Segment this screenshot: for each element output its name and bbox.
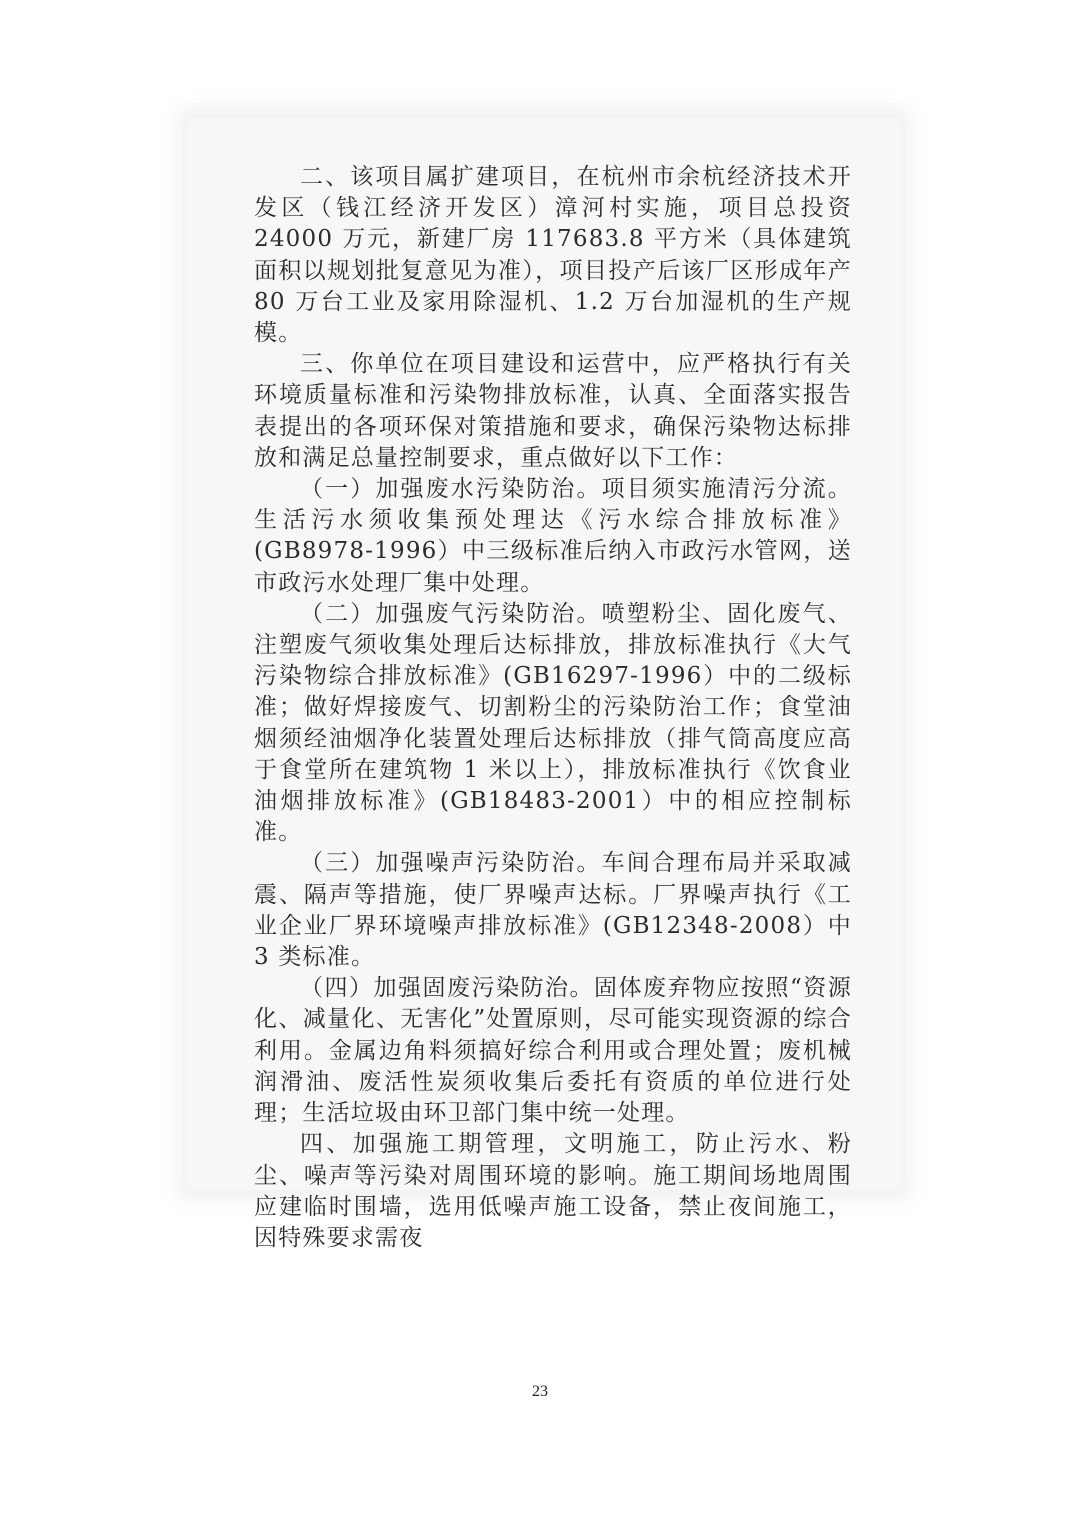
paragraph-noise: （三）加强噪声污染防治。车间合理布局并采取减震、隔声等措施，使厂界噪声达标。厂界噪声执行《工业企业厂界环境噪声排放标准》(GB12348-2008）中 3 类标准。	[254, 850, 852, 971]
paragraph-wastewater: （一）加强废水污染防治。项目须实施清污分流。生活污水须收集预处理达《污水综合排放标准》(GB8978-1996）中三级标准后纳入市政污水管网，送市政污水处理厂集中处理。	[254, 476, 852, 596]
document-body	[254, 162, 852, 1254]
page-number: 23	[532, 1383, 548, 1400]
paragraph-requirements: 三、你单位在项目建设和运营中，应严格执行有关环境质量标准和污染物排放标准，认真、全面落实报告表提出的各项环保对策措施和要求，确保污染物达标排放和满足总量控制要求，重点做好以下工作：	[254, 351, 852, 471]
paragraph-project-scope: 二、该项目属扩建项目，在杭州市余杭经济技术开发区（钱江经济开发区）漳河村实施，项目总投资 24000 万元，新建厂房 117683.8 平方米（具体建筑面积以规划批复意见为准），项目投产后该厂区形成年产 80 万台工业及家用除湿机、1.2 万台加湿机的生产规模。	[254, 164, 852, 347]
paragraph-construction: 四、加强施工期管理，文明施工，防止污水、粉尘、噪声等污染对周围环境的影响。施工期间场地周围应建临时围墙，选用低噪声施工设备，禁止夜间施工，因特殊要求需夜	[254, 1131, 852, 1251]
paragraph-exhaust-gas: （二）加强废气污染防治。喷塑粉尘、固化废气、注塑废气须收集处理后达标排放，排放标准执行《大气污染物综合排放标准》(GB16297-1996）中的二级标准；做好焊接废气、切割粉尘的污染防治工作；食堂油烟须经油烟净化装置处理后达标排放（排气筒高度应高于食堂所在建筑物 1 米以上），排放标准执行《饮食业油烟排放标准》(GB18483-2001）中的相应控制标准。	[254, 600, 852, 846]
paragraph-solid-waste: （四）加强固废污染防治。固体废弃物应按照“资源化、减量化、无害化”处置原则，尽可能实现资源的综合利用。金属边角料须搞好综合利用或合理处置；废机械润滑油、废活性炭须收集后委托有资质的单位进行处理；生活垃圾由环卫部门集中统一处理。	[254, 975, 852, 1127]
